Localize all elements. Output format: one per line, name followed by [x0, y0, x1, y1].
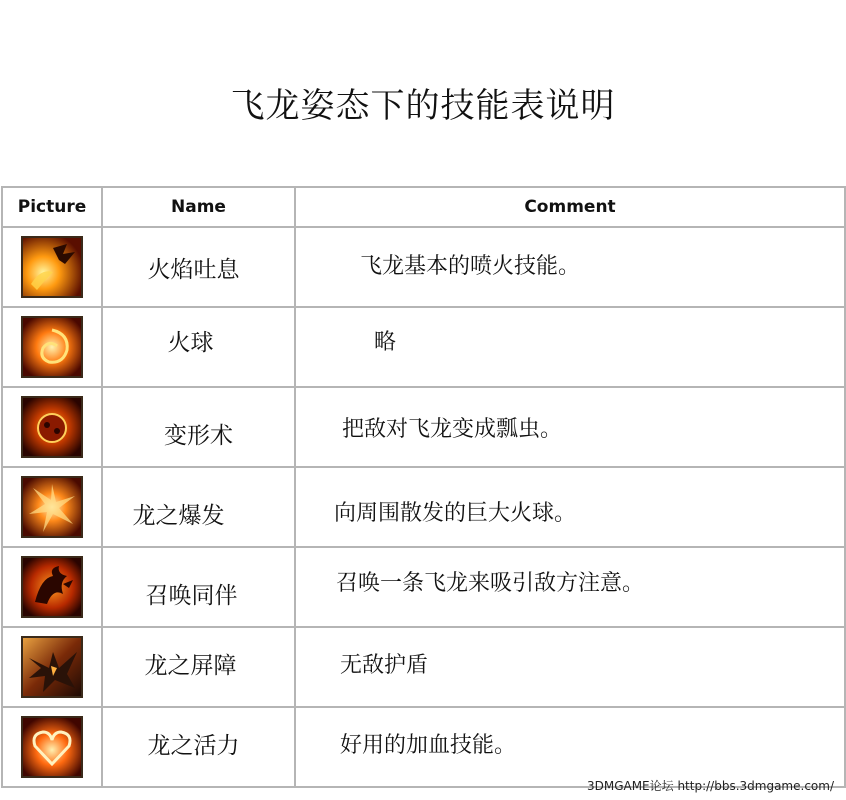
- skill-comment: 好用的加血技能。: [340, 732, 517, 758]
- dragon-burst-icon: [21, 476, 83, 538]
- table-row: [2, 307, 845, 387]
- header-name: Name: [102, 187, 295, 227]
- watermark: 3DMGAME论坛 http://bbs.3dmgame.com/: [586, 779, 834, 793]
- summon-companion-icon: [21, 556, 83, 618]
- skill-comment: 略: [374, 329, 397, 355]
- skill-name: 召唤同伴: [145, 582, 238, 609]
- skill-comment: 飞龙基本的喷火技能。: [360, 253, 581, 279]
- skill-name: 火球: [167, 329, 214, 356]
- skill-name: 火焰吐息: [147, 256, 240, 283]
- table-header-row: [2, 187, 845, 227]
- table-row: [2, 627, 845, 707]
- dragon-barrier-icon: [21, 636, 83, 698]
- table-row: [2, 467, 845, 547]
- skill-name: 龙之屏障: [144, 652, 237, 679]
- skill-comment: 无敌护盾: [340, 652, 429, 678]
- polymorph-icon: [21, 396, 83, 458]
- table-row: [2, 547, 845, 627]
- table-row: [2, 387, 845, 467]
- skill-name: 龙之活力: [147, 732, 240, 759]
- skill-name: 龙之爆发: [132, 502, 225, 529]
- skill-name: 变形术: [164, 422, 233, 449]
- table-row: [2, 227, 845, 307]
- skill-comment: 召唤一条飞龙来吸引敌方注意。: [336, 570, 645, 596]
- skill-comment: 把敌对飞龙变成瓢虫。: [342, 416, 563, 442]
- page-title: 飞龙姿态下的技能表说明: [230, 86, 616, 126]
- fire-breath-icon: [21, 236, 83, 298]
- table-row: [2, 707, 845, 787]
- skill-comment: 向周围散发的巨大火球。: [334, 500, 577, 526]
- dragon-vitality-icon: [21, 716, 83, 778]
- fireball-icon: [21, 316, 83, 378]
- skills-table: [1, 186, 846, 788]
- header-picture: Picture: [2, 187, 102, 227]
- header-comment: Comment: [295, 187, 845, 227]
